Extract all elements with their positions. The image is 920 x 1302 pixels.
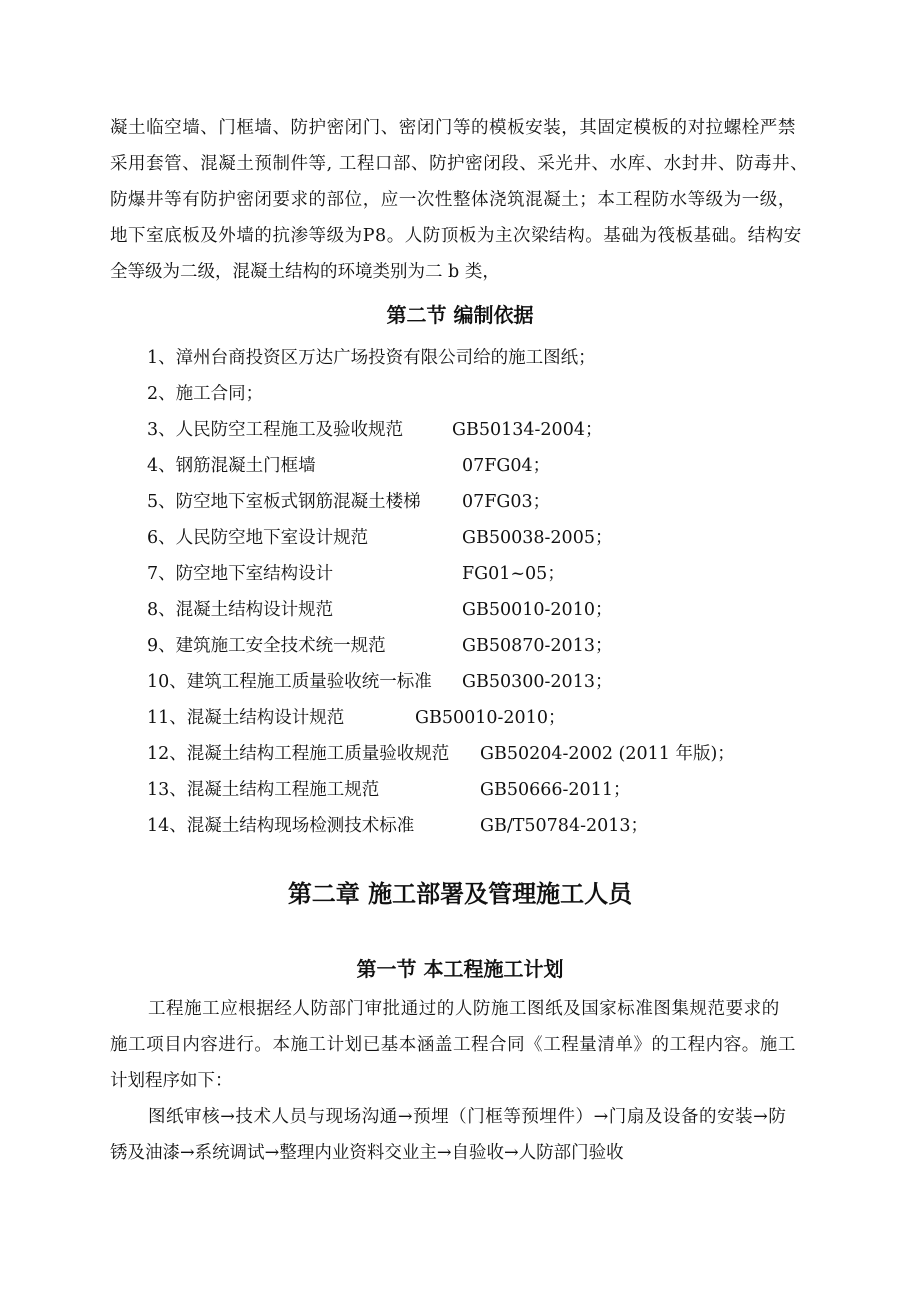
list-item: 8、混凝土结构设计规范 (147, 600, 334, 620)
intro-line-5: 全等级为二级，混凝土结构的环境类别为二 b 类， (110, 262, 500, 282)
plan-line-2: 施工项目内容进行。本施工计划已基本涵盖工程合同《工程量清单》的工程内容。施工 (110, 1035, 796, 1055)
standard-code: 07FG03； (462, 492, 551, 512)
list-item: 10、建筑工程施工质量验收统一标准 (147, 672, 432, 692)
plan-line-3: 计划程序如下： (110, 1071, 233, 1091)
standard-code: GB/T50784-2013； (480, 816, 649, 836)
standard-code: GB50204-2002 (2011 年版)； (480, 744, 735, 764)
standard-code: 07FG04； (462, 456, 551, 476)
plan-line-1: 工程施工应根据经人防部门审批通过的人防施工图纸及国家标准图集规范要求的 (148, 999, 780, 1019)
list-item: 2、施工合同； (147, 384, 264, 404)
standard-code: GB50010-2010； (415, 708, 566, 728)
standard-code: GB50038-2005； (462, 528, 613, 548)
list-item: 4、钢筋混凝土门框墙 (147, 456, 316, 476)
plan-line-5: 锈及油漆→系统调试→整理内业资料交业主→自验收→人防部门验收 (110, 1143, 624, 1163)
list-item: 3、人民防空工程施工及验收规范 (147, 420, 404, 440)
standard-code: GB50870-2013； (462, 636, 613, 656)
list-item: 14、混凝土结构现场检测技术标准 (147, 816, 415, 836)
intro-line-1: 凝土临空墙、门框墙、防护密闭门、密闭门等的模板安装，其固定模板的对拉螺栓严禁 (110, 118, 796, 138)
list-item: 6、人民防空地下室设计规范 (147, 528, 369, 548)
plan-line-4: 图纸审核→技术人员与现场沟通→预埋（门框等预埋件）→门扇及设备的安装→防 (148, 1107, 787, 1127)
list-item: 11、混凝土结构设计规范 (147, 708, 345, 728)
list-item: 9、建筑施工安全技术统一规范 (147, 636, 386, 656)
list-item: 1、漳州台商投资区万达广场投资有限公司给的施工图纸； (147, 348, 596, 368)
intro-line-3: 防爆井等有防护密闭要求的部位，应一次性整体浇筑混凝土；本工程防水等级为一级， (110, 190, 796, 210)
section-title-basis: 第二节 编制依据 (386, 303, 534, 327)
standard-code: FG01~05； (462, 564, 565, 584)
list-item: 7、防空地下室结构设计 (147, 564, 334, 584)
intro-line-2: 采用套管、混凝土预制件等, 工程口部、防护密闭段、采光井、水库、水封井、防毒井、 (110, 154, 809, 174)
intro-line-4: 地下室底板及外墙的抗渗等级为P8。人防顶板为主次梁结构。基础为筏板基础。结构安 (110, 226, 802, 246)
standard-code: GB50134-2004； (452, 420, 603, 440)
standard-code: GB50010-2010； (462, 600, 613, 620)
standard-code: GB50300-2013； (462, 672, 613, 692)
chapter-title: 第二章 施工部署及管理施工人员 (287, 879, 633, 908)
list-item: 13、混凝土结构工程施工规范 (147, 780, 380, 800)
section-title-plan: 第一节 本工程施工计划 (356, 957, 564, 981)
standard-code: GB50666-2011； (480, 780, 631, 800)
list-item: 5、防空地下室板式钢筋混凝土楼梯 (147, 492, 421, 512)
list-item: 12、混凝土结构工程施工质量验收规范 (147, 744, 450, 764)
